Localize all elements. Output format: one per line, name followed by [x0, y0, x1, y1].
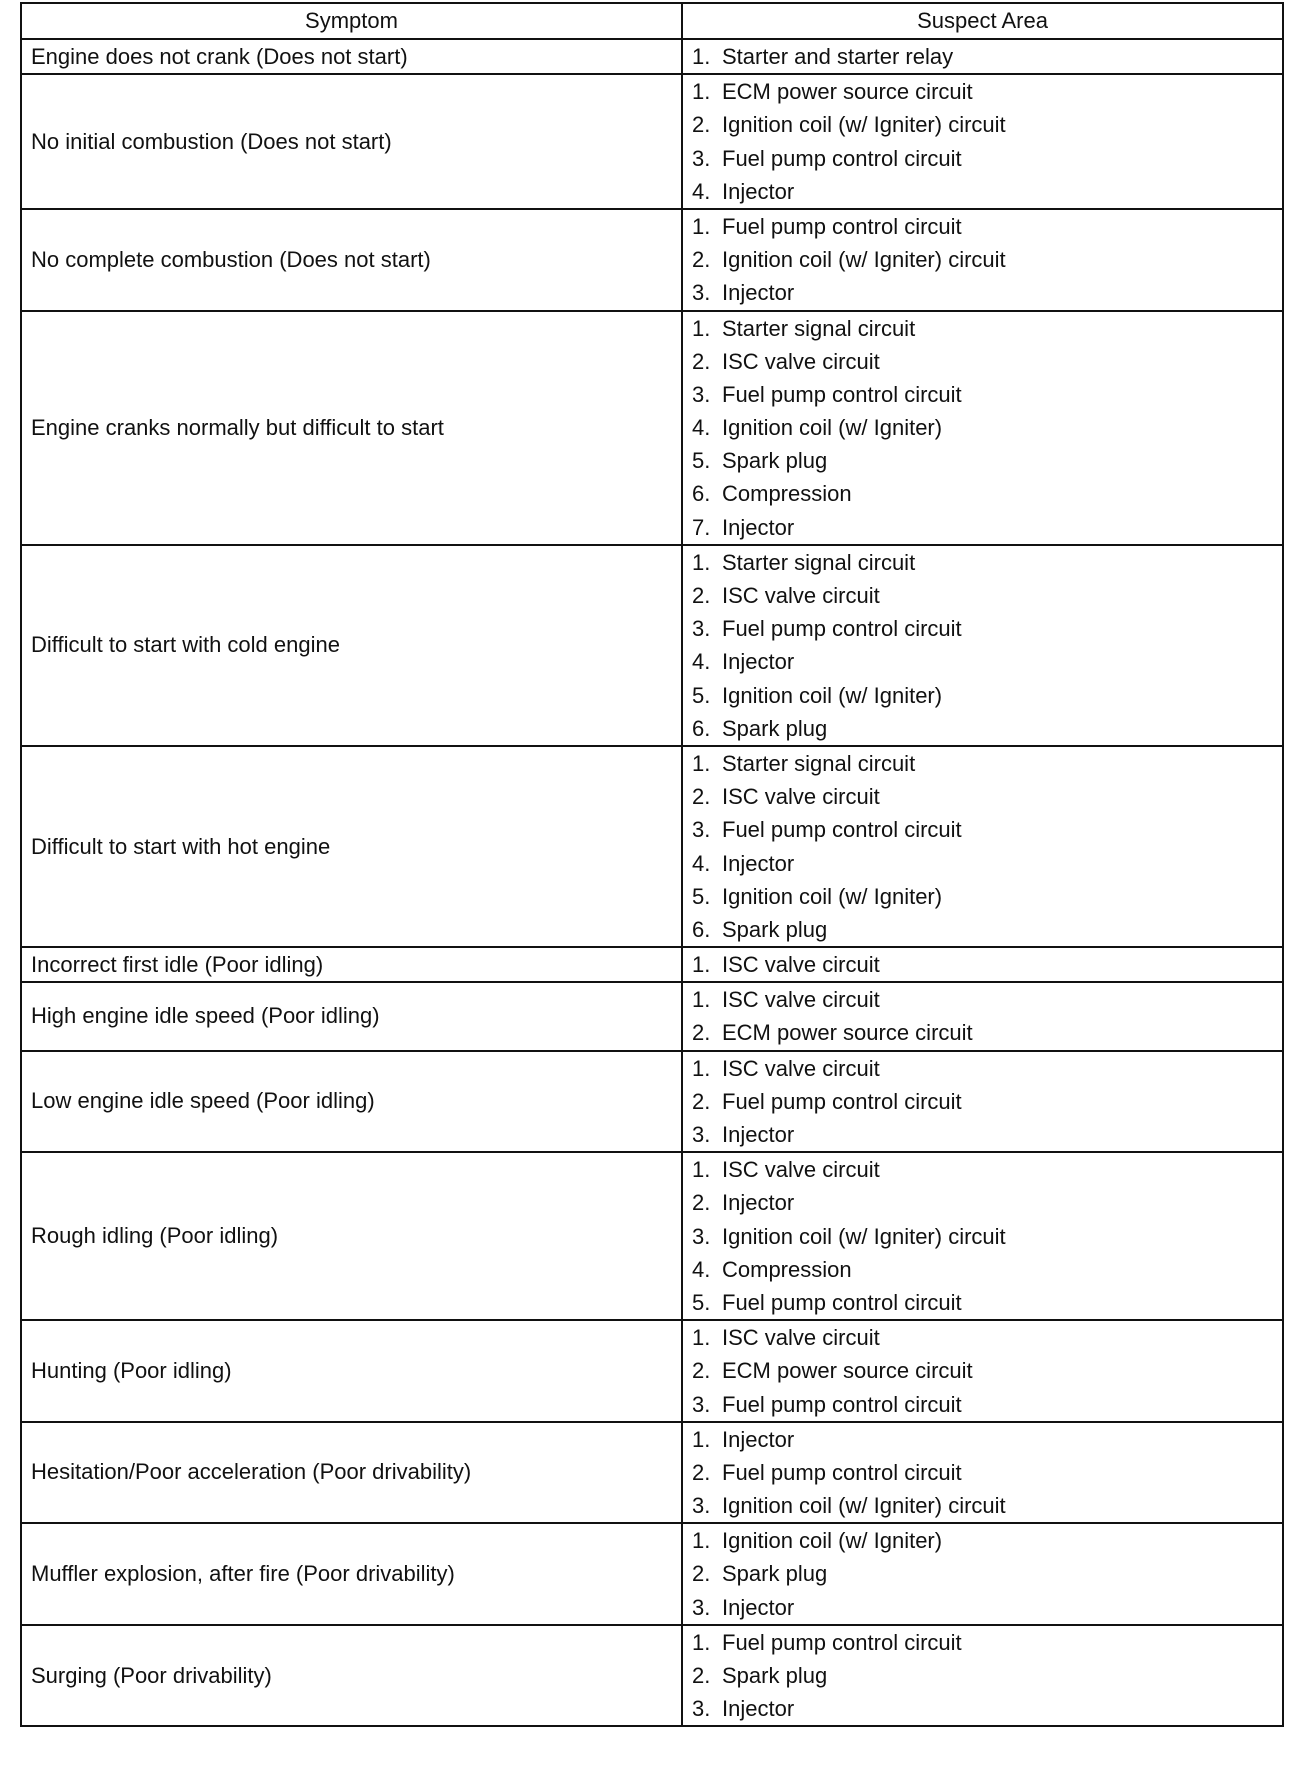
item-number: 1.: [692, 1325, 711, 1351]
suspect-area-item: [692, 411, 1282, 444]
item-number: 2.: [692, 1190, 711, 1216]
item-number: 1.: [692, 987, 711, 1013]
suspect-area-item: [692, 312, 1282, 345]
item-number: 1.: [692, 1426, 711, 1452]
item-text: Ignition coil (w/ Igniter) circuit: [722, 112, 1006, 138]
item-text: ISC valve circuit: [722, 1055, 880, 1081]
item-text: Fuel pump control circuit: [722, 1289, 962, 1315]
suspect-area-item: [692, 1591, 1282, 1624]
symptom-cell: No complete combustion (Does not start): [21, 209, 682, 311]
symptom-column-header: Symptom: [21, 3, 682, 39]
item-number: 6.: [692, 481, 711, 507]
suspect-area-list: [692, 1626, 1282, 1726]
item-number: 4.: [692, 649, 711, 675]
item-text: Spark plug: [722, 1561, 828, 1587]
suspect-area-cell: [682, 1523, 1283, 1625]
suspect-area-item: [692, 1321, 1282, 1354]
item-number: 4.: [692, 178, 711, 204]
item-text: ISC valve circuit: [722, 1157, 880, 1183]
symptom-cell: Low engine idle speed (Poor idling): [21, 1051, 682, 1153]
suspect-area-list: [692, 1524, 1282, 1624]
item-number: 1.: [692, 1157, 711, 1183]
suspect-area-item: [692, 1153, 1282, 1186]
item-number: 1.: [692, 79, 711, 105]
item-number: 1.: [692, 1629, 711, 1655]
item-text: Fuel pump control circuit: [722, 1629, 962, 1655]
item-text: ISC valve circuit: [722, 1325, 880, 1351]
item-number: 2.: [692, 1358, 711, 1384]
item-number: 1.: [692, 1055, 711, 1081]
item-number: 4.: [692, 415, 711, 441]
item-text: Fuel pump control circuit: [722, 1088, 962, 1114]
suspect-area-item: [692, 1456, 1282, 1489]
table-row: [21, 1320, 1283, 1422]
suspect-area-item: [692, 1186, 1282, 1219]
item-text: ISC valve circuit: [722, 583, 880, 608]
suspect-area-item: [692, 1659, 1282, 1692]
table-row: [21, 311, 1283, 545]
item-text: Injector: [722, 514, 795, 540]
item-number: 7.: [692, 514, 711, 540]
item-text: Ignition coil (w/ Igniter): [722, 883, 943, 909]
table-row: [21, 746, 1283, 947]
suspect-area-cell: [682, 545, 1283, 746]
suspect-area-item: [692, 780, 1282, 813]
suspect-area-item: [692, 1052, 1282, 1085]
item-number: 3.: [692, 1223, 711, 1249]
item-text: Injector: [722, 178, 795, 204]
suspect-area-item: [692, 1253, 1282, 1286]
suspect-area-item: [692, 1388, 1282, 1421]
table-row: [21, 209, 1283, 311]
item-number: 3.: [692, 817, 711, 843]
table-row: [21, 1523, 1283, 1625]
item-text: ECM power source circuit: [722, 79, 973, 105]
suspect-area-list: [692, 948, 1282, 981]
suspect-area-item: [692, 276, 1282, 309]
suspect-area-list: [692, 75, 1282, 208]
item-text: Ignition coil (w/ Igniter): [722, 415, 943, 441]
suspect-area-item: [692, 378, 1282, 411]
suspect-area-list: [692, 747, 1282, 946]
item-number: 5.: [692, 1289, 711, 1315]
item-number: 1.: [692, 549, 711, 575]
item-number: 2.: [692, 583, 711, 608]
item-text: Ignition coil (w/ Igniter) circuit: [722, 1223, 1006, 1249]
suspect-area-item: [692, 511, 1282, 544]
item-text: ISC valve circuit: [722, 784, 880, 810]
item-text: Ignition coil (w/ Igniter) circuit: [722, 1493, 1006, 1519]
suspect-area-list: [692, 312, 1282, 544]
suspect-area-cell: [682, 209, 1283, 311]
symptom-cell: Difficult to start with cold engine: [21, 545, 682, 746]
item-number: 2.: [692, 1459, 711, 1485]
suspect-area-item: [692, 813, 1282, 846]
suspect-area-item: [692, 1423, 1282, 1456]
item-number: 1.: [692, 952, 711, 978]
item-text: Injector: [722, 1122, 795, 1147]
item-number: 6.: [692, 715, 711, 741]
item-text: Starter signal circuit: [722, 750, 916, 776]
item-text: Starter signal circuit: [722, 315, 916, 341]
suspect-area-item: [692, 1016, 1282, 1049]
item-text: Fuel pump control circuit: [722, 1459, 962, 1485]
suspect-area-item: [692, 679, 1282, 712]
item-text: Injector: [722, 1696, 795, 1722]
suspect-area-item: [692, 1118, 1282, 1151]
item-number: 2.: [692, 1561, 711, 1587]
item-number: 2.: [692, 247, 711, 273]
item-number: 2.: [692, 1088, 711, 1114]
symptom-cell: Hunting (Poor idling): [21, 1320, 682, 1422]
item-number: 2.: [692, 1020, 711, 1046]
suspect-area-item: [692, 712, 1282, 745]
item-text: Fuel pump control circuit: [722, 817, 962, 843]
item-text: Fuel pump control circuit: [722, 616, 962, 642]
suspect-area-item: [692, 1220, 1282, 1253]
suspect-area-list: [692, 1153, 1282, 1319]
item-text: Compression: [722, 1256, 852, 1282]
suspect-area-item: [692, 1085, 1282, 1118]
item-number: 1.: [692, 213, 711, 239]
item-text: Ignition coil (w/ Igniter): [722, 682, 943, 708]
item-text: Fuel pump control circuit: [722, 145, 962, 171]
table-row: [21, 74, 1283, 209]
suspect-area-cell: [682, 1051, 1283, 1153]
suspect-area-cell: [682, 947, 1283, 982]
suspect-area-item: [692, 40, 1282, 73]
suspect-area-item: [692, 477, 1282, 510]
suspect-area-item: [692, 1354, 1282, 1387]
item-text: Fuel pump control circuit: [722, 1391, 962, 1417]
suspect-area-cell: [682, 746, 1283, 947]
suspect-area-list: [692, 546, 1282, 745]
suspect-area-list: [692, 983, 1282, 1049]
suspect-area-item: [692, 645, 1282, 678]
suspect-area-list: [692, 40, 1282, 73]
suspect-area-item: [692, 948, 1282, 981]
suspect-area-cell: [682, 311, 1283, 545]
suspect-area-item: [692, 210, 1282, 243]
symptom-cell: Muffler explosion, after fire (Poor drivability): [21, 1523, 682, 1625]
suspect-area-cell: [682, 1625, 1283, 1727]
item-text: Fuel pump control circuit: [722, 381, 962, 407]
item-number: 6.: [692, 916, 711, 942]
symptom-cell: High engine idle speed (Poor idling): [21, 982, 682, 1050]
item-text: Spark plug: [722, 448, 828, 474]
symptom-cell: Engine cranks normally but difficult to start: [21, 311, 682, 545]
item-number: 1.: [692, 750, 711, 776]
suspect-area-item: [692, 983, 1282, 1016]
suspect-area-list: [692, 1052, 1282, 1152]
suspect-area-item: [692, 444, 1282, 477]
suspect-area-item: [692, 108, 1282, 141]
item-number: 5.: [692, 883, 711, 909]
suspect-area-list: [692, 1423, 1282, 1523]
item-text: ISC valve circuit: [722, 348, 880, 374]
item-number: 2.: [692, 112, 711, 138]
table-row: [21, 1625, 1283, 1727]
table-row: [21, 982, 1283, 1050]
item-number: 2.: [692, 1663, 711, 1688]
suspect-area-column-header: Suspect Area: [682, 3, 1283, 39]
item-text: Compression: [722, 481, 852, 507]
suspect-area-item: [692, 142, 1282, 175]
table-row: [21, 39, 1283, 74]
item-text: Ignition coil (w/ Igniter) circuit: [722, 247, 1006, 273]
item-number: 1.: [692, 315, 711, 341]
item-number: 4.: [692, 850, 711, 876]
item-text: Spark plug: [722, 715, 828, 741]
suspect-area-cell: [682, 74, 1283, 209]
item-number: 3.: [692, 1696, 711, 1722]
suspect-area-item: [692, 1286, 1282, 1319]
item-number: 3.: [692, 1391, 711, 1417]
item-text: Injector: [722, 1594, 795, 1620]
suspect-area-item: [692, 612, 1282, 645]
table-row: [21, 1152, 1283, 1320]
item-text: Injector: [722, 1190, 795, 1216]
table-row: [21, 545, 1283, 746]
suspect-area-item: [692, 243, 1282, 276]
suspect-area-cell: [682, 1152, 1283, 1320]
suspect-area-item: [692, 747, 1282, 780]
item-number: 2.: [692, 348, 711, 374]
item-number: 3.: [692, 1594, 711, 1620]
suspect-area-cell: [682, 1422, 1283, 1524]
item-text: ECM power source circuit: [722, 1358, 973, 1384]
item-number: 3.: [692, 1493, 711, 1519]
suspect-area-item: [692, 1557, 1282, 1590]
suspect-area-list: [692, 1321, 1282, 1421]
item-number: 1.: [692, 1528, 711, 1554]
suspect-area-item: [692, 1692, 1282, 1725]
item-text: ECM power source circuit: [722, 1020, 973, 1046]
item-number: 3.: [692, 381, 711, 407]
symptom-cell: No initial combustion (Does not start): [21, 74, 682, 209]
suspect-area-item: [692, 75, 1282, 108]
table-row: [21, 1422, 1283, 1524]
item-text: Injector: [722, 649, 795, 675]
item-number: 1.: [692, 44, 711, 69]
table-row: [21, 1051, 1283, 1153]
suspect-area-item: [692, 579, 1282, 612]
suspect-area-item: [692, 880, 1282, 913]
suspect-area-cell: [682, 982, 1283, 1050]
item-text: Injector: [722, 1426, 795, 1452]
item-number: 5.: [692, 682, 711, 708]
item-number: 5.: [692, 448, 711, 474]
symptom-cell: Rough idling (Poor idling): [21, 1152, 682, 1320]
symptom-cell: Hesitation/Poor acceleration (Poor drivability): [21, 1422, 682, 1524]
item-text: Spark plug: [722, 916, 828, 942]
symptom-cell: Surging (Poor drivability): [21, 1625, 682, 1727]
table-row: [21, 947, 1283, 982]
item-text: ISC valve circuit: [722, 987, 880, 1013]
item-number: 2.: [692, 784, 711, 810]
suspect-area-item: [692, 1524, 1282, 1557]
item-text: Starter signal circuit: [722, 549, 916, 575]
suspect-area-item: [692, 913, 1282, 946]
symptom-cell: Engine does not crank (Does not start): [21, 39, 682, 74]
suspect-area-cell: [682, 39, 1283, 74]
item-number: 3.: [692, 616, 711, 642]
suspect-area-item: [692, 546, 1282, 579]
header-row: [21, 3, 1283, 39]
item-text: Fuel pump control circuit: [722, 213, 962, 239]
suspect-area-cell: [682, 1320, 1283, 1422]
symptom-cell: Incorrect first idle (Poor idling): [21, 947, 682, 982]
item-text: Starter and starter relay: [722, 44, 954, 69]
item-text: Spark plug: [722, 1663, 828, 1688]
suspect-area-item: [692, 1489, 1282, 1522]
symptom-table: [20, 2, 1284, 1727]
item-number: 3.: [692, 1122, 711, 1147]
item-text: ISC valve circuit: [722, 952, 880, 978]
suspect-area-item: [692, 1626, 1282, 1659]
suspect-area-item: [692, 345, 1282, 378]
item-number: 3.: [692, 280, 711, 306]
item-number: 4.: [692, 1256, 711, 1282]
symptom-cell: Difficult to start with hot engine: [21, 746, 682, 947]
item-text: Injector: [722, 850, 795, 876]
item-text: Ignition coil (w/ Igniter): [722, 1528, 943, 1554]
item-number: 3.: [692, 145, 711, 171]
suspect-area-item: [692, 847, 1282, 880]
item-text: Injector: [722, 280, 795, 306]
suspect-area-list: [692, 210, 1282, 310]
suspect-area-item: [692, 175, 1282, 208]
